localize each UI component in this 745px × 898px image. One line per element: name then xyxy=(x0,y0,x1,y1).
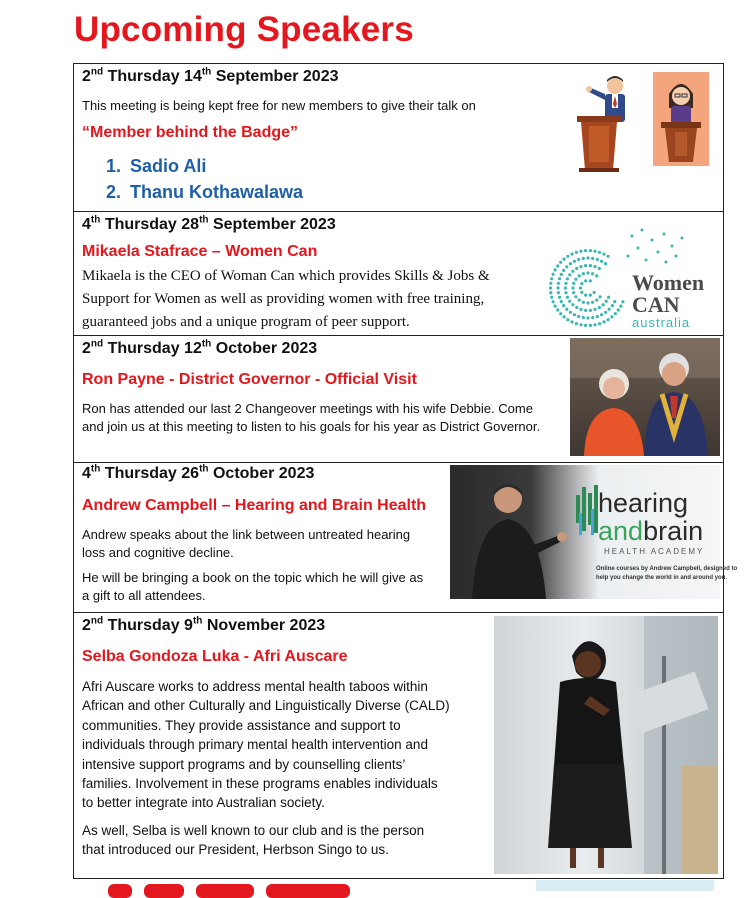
next-section-image-cutoff xyxy=(536,880,714,891)
speaker-description: As well, Selba is well known to our club and is the person that introduced our President, Herbson Singo to us. xyxy=(82,823,425,858)
meeting-date: 2nd Thursday 12th October 2023 xyxy=(82,338,318,357)
speaker-photo xyxy=(570,338,720,456)
logo-text: help you change the world in and around you. xyxy=(596,575,728,581)
meeting-row-1 xyxy=(74,64,723,212)
speakers-table xyxy=(73,63,738,879)
logo-text: Women xyxy=(632,270,705,295)
logo-text: Online courses by Andrew Campbell, designed to xyxy=(596,566,738,572)
logo-text: CAN xyxy=(632,292,680,317)
woman-at-podium-icon xyxy=(653,72,709,166)
logo-text: hearing xyxy=(598,488,689,518)
speaker-photo xyxy=(450,465,738,599)
speaker-at-podium-icon xyxy=(571,74,643,172)
speaker-name: Andrew Campbell – Hearing and Brain Health xyxy=(82,497,427,514)
speaker-description: Ron has attended our last 2 Changeover meetings with his wife Debbie. Come and join us at this meeting to listen to his goals for his year as District Governor. xyxy=(82,401,541,434)
speaker-description: Andrew speaks about the link between untreated hearing loss and cognitive decline. xyxy=(82,527,411,560)
list-item: 2. Thanu Kothawalawa xyxy=(106,182,304,202)
meeting-date: 4th Thursday 28th September 2023 xyxy=(82,214,336,233)
meeting-date: 2nd Thursday 9th November 2023 xyxy=(82,615,326,634)
meeting-row-4 xyxy=(74,463,738,613)
meeting-row-3 xyxy=(74,336,723,463)
speaker-name: Selba Gondoza Luka - Afri Auscare xyxy=(82,648,348,665)
logo-text: australia xyxy=(632,315,691,330)
meeting-row-5 xyxy=(74,613,723,878)
speaker-photo xyxy=(494,616,718,874)
meeting-intro: This meeting is being kept free for new members to give their talk on xyxy=(82,98,476,113)
speaker-description: Mikaela is the CEO of Woman Can which provides Skills & Jobs & Support for Women as well as providing women with free training, guaranteed jobs and a unique program of peer support. xyxy=(82,268,490,330)
next-section-title-cutoff xyxy=(80,882,380,891)
list-item: 1. Sadio Ali xyxy=(106,156,207,176)
speaker-description: He will be bringing a book on the topic which he will give as a gift to all attendees. xyxy=(82,570,424,603)
page-title: Upcoming Speakers xyxy=(74,10,414,49)
logo-text: andbrain xyxy=(598,516,704,546)
logo-text: HEALTH ACADEMY xyxy=(604,547,705,556)
women-can-logo xyxy=(542,226,724,332)
member-list xyxy=(106,153,303,205)
speaker-name: Mikaela Stafrace – Women Can xyxy=(82,243,318,260)
speaker-description: Afri Auscare works to address mental health taboos within African and other Culturally and Linguistically Diverse (CALD) communities. They provide assistance and support to individuals through primary mental health intervention and intensive support programs and by counselling clients’ families. Involvement in these programs enables individuals to better integrate into Australian society. xyxy=(82,679,450,811)
meeting-date: 4th Thursday 26th October 2023 xyxy=(82,463,315,482)
speaker-name: Ron Payne - District Governor - Official Visit xyxy=(82,371,417,388)
speaker-name: “Member behind the Badge” xyxy=(82,124,299,141)
meeting-row-2 xyxy=(74,212,723,336)
meeting-date: 2nd Thursday 14th September 2023 xyxy=(82,66,339,85)
